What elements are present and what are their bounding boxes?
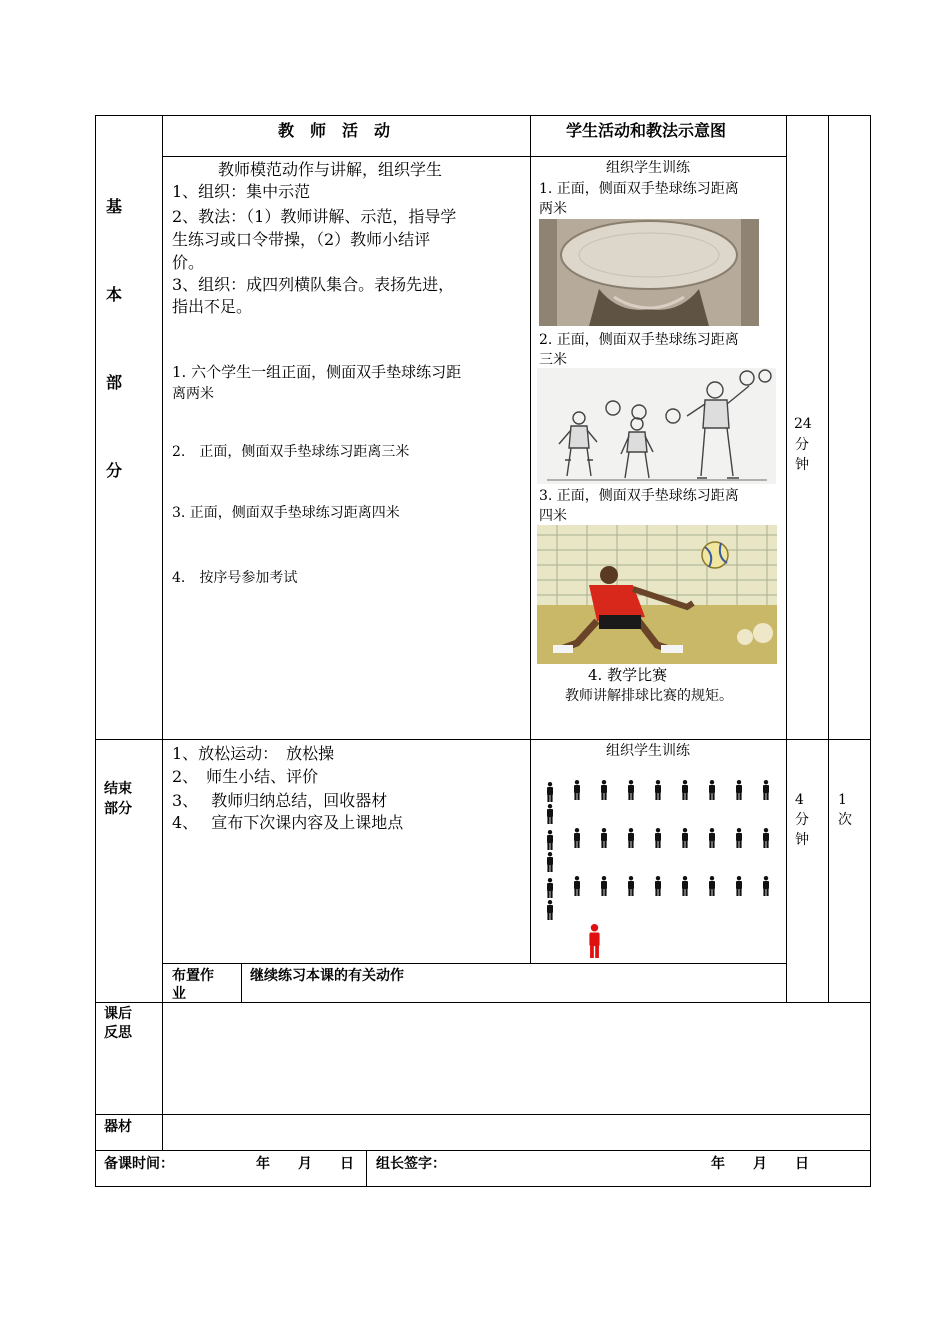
diagram-item-1-cont: 两米	[539, 201, 567, 217]
student-figure	[761, 876, 771, 896]
teacher-line: 1、组织：集中示范	[172, 182, 311, 201]
diagram-item-2: 2. 正面，侧面双手垫球练习距离	[539, 332, 739, 348]
end-time-value: 4	[795, 792, 804, 808]
student-figure	[545, 782, 555, 802]
prep-time-date: 年 月 日	[256, 1156, 354, 1172]
student-figure	[545, 900, 555, 920]
student-figure	[626, 876, 636, 896]
diagram-item-3: 3. 正面，侧面双手垫球练习距离	[539, 488, 739, 504]
end-time-unit-2: 钟	[795, 832, 809, 848]
student-figure	[707, 828, 717, 848]
student-figure	[653, 828, 663, 848]
teacher-figure	[586, 924, 603, 958]
equipment-label: 器材	[104, 1119, 132, 1135]
basic-time-unit-2: 钟	[795, 457, 809, 473]
student-figure	[707, 780, 717, 800]
volleyball-grip-photo	[539, 219, 759, 326]
student-figure	[599, 780, 609, 800]
leader-sign-label: 组长签字：	[376, 1156, 446, 1172]
student-figure	[572, 780, 582, 800]
diagram-item-1: 1. 正面，侧面双手垫球练习距离	[539, 181, 739, 197]
end-line: 1、放松运动： 放松操	[172, 744, 335, 763]
student-figure	[653, 780, 663, 800]
teacher-line: 生练习或口令带操，（2）教师小结评	[172, 230, 431, 249]
student-figure	[572, 876, 582, 896]
section-end-label-1: 结束	[104, 781, 132, 797]
student-figure	[680, 876, 690, 896]
student-figure	[545, 852, 555, 872]
homework-text: 继续练习本课的有关动作	[250, 968, 404, 984]
student-figure	[707, 876, 717, 896]
teacher-line: 2、教法：（1）教师讲解、示范，指导学	[172, 207, 457, 226]
student-figure	[626, 780, 636, 800]
end-line: 2、 师生小结、评价	[172, 767, 319, 786]
student-figure	[680, 828, 690, 848]
student-activity-header: 学生活动和教法示意图	[566, 121, 727, 140]
student-figure	[734, 876, 744, 896]
reflection-label-2: 反思	[104, 1025, 132, 1041]
drill-item: 3. 正面，侧面双手垫球练习距离四米	[172, 505, 400, 521]
diagram-item-4-title: 4. 教学比赛	[588, 666, 668, 684]
section-basic-label-4: 分	[106, 461, 123, 480]
end-line: 3、 教师归纳总结，回收器材	[172, 791, 388, 810]
student-figure	[653, 876, 663, 896]
player-passing-photo	[537, 525, 777, 664]
student-figure	[545, 878, 555, 898]
end-count-unit: 次	[838, 812, 852, 828]
basic-time-unit-1: 分	[795, 437, 809, 453]
student-figure	[761, 828, 771, 848]
section-basic-label-3: 部	[106, 373, 123, 392]
student-figure	[626, 828, 636, 848]
passing-sketch-figure	[537, 368, 776, 484]
student-figure	[761, 780, 771, 800]
homework-label-1: 布置作	[172, 968, 214, 984]
student-figure	[680, 780, 690, 800]
drill-item: 1. 六个学生一组正面，侧面双手垫球练习距	[172, 363, 462, 381]
student-figure	[545, 804, 555, 824]
leader-sign-date: 年 月 日	[711, 1156, 809, 1172]
teacher-line: 价。	[172, 253, 205, 272]
teacher-line: 教师模范动作与讲解，组织学生	[218, 160, 443, 179]
section-basic-label-1: 基	[106, 197, 123, 216]
student-figure	[545, 830, 555, 850]
student-figure	[734, 780, 744, 800]
section-end-label-2: 部分	[104, 801, 132, 817]
diagram-title: 组织学生训练	[606, 160, 690, 176]
end-time-unit-1: 分	[795, 812, 809, 828]
teacher-activity-header: 教 师 活 动	[278, 121, 391, 140]
homework-label-2: 业	[172, 986, 186, 1002]
teacher-line: 指出不足。	[172, 297, 253, 316]
prep-time-label: 备课时间：	[104, 1156, 174, 1172]
diagram-item-3-cont: 四米	[539, 508, 567, 524]
section-basic-label-2: 本	[106, 285, 123, 304]
basic-time-value: 24	[794, 416, 812, 432]
end-count-value: 1	[838, 792, 847, 808]
diagram-item-4-desc: 教师讲解排球比赛的规矩。	[565, 688, 733, 704]
drill-item: 离两米	[172, 386, 214, 402]
student-figure	[599, 828, 609, 848]
reflection-label-1: 课后	[104, 1006, 132, 1022]
teacher-line: 3、组织：成四列横队集合。表扬先进，	[172, 275, 455, 294]
student-figure	[572, 828, 582, 848]
student-figure	[599, 876, 609, 896]
student-figure	[734, 828, 744, 848]
drill-item: 4. 按序号参加考试	[172, 570, 298, 586]
end-line: 4、 宣布下次课内容及上课地点	[172, 813, 404, 832]
formation-title: 组织学生训练	[606, 743, 690, 759]
diagram-item-2-cont: 三米	[539, 352, 567, 368]
drill-item: 2. 正面，侧面双手垫球练习距离三米	[172, 444, 410, 460]
